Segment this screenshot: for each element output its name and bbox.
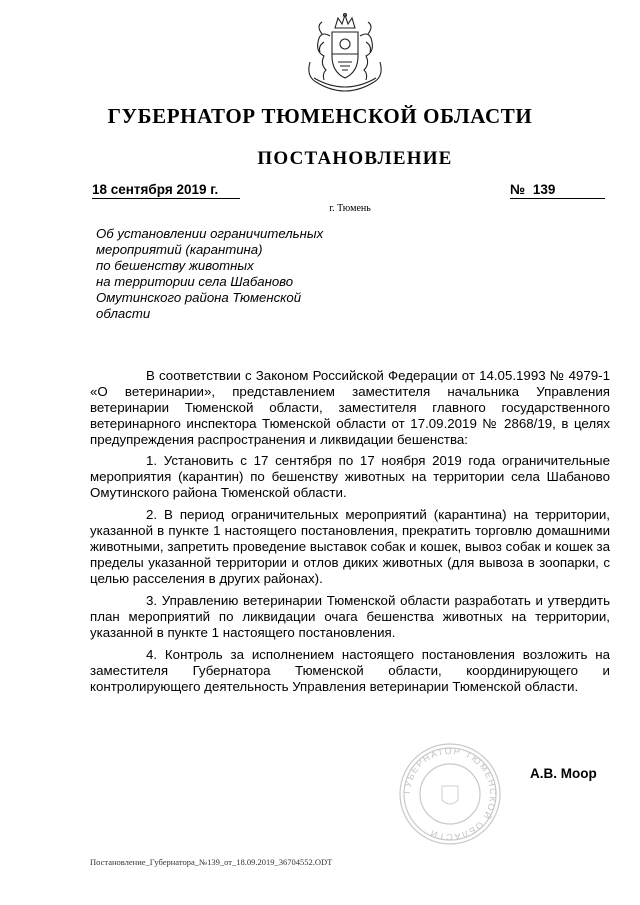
clause-2: 2. В период ограничительных мероприятий (карантина) на территории, указанной в пункте 1 настоящего постановления, прекратить торговлю домашними животными, запретить проведение выставок собак и кошек, вывоз собак и кошек за пределы указанной территории и отлов диких животных (для вывоза в зоопарки, с целью расселения в других районах). xyxy=(90,507,610,586)
preamble: В соответствии с Законом Российской Федерации от 14.05.1993 № 4979-1 «О ветеринарии», представлением заместителя начальника Управления ветеринарии Тюменской области, заместителя главного государственного ветеринарного инспектора Тюменской области от 17.09.2019 № 2868/19, в целях предупреждения распространения и ликвидации бешенства: xyxy=(90,368,610,447)
document-subject xyxy=(96,226,356,322)
number-value: 139 xyxy=(532,182,556,197)
subject-line: по бешенству животных xyxy=(96,258,254,273)
clause-3: 3. Управлению ветеринарии Тюменской области разработать и утвердить план мероприятий по ликвидации очага бешенства животных на территории, указанной в пункте 1 настоящего постановления. xyxy=(90,593,610,640)
subject-line: мероприятий (карантина) xyxy=(96,242,263,257)
subject-line: области xyxy=(96,306,151,321)
subject-line: на территории села Шабаново xyxy=(96,274,294,289)
svg-text:ГУБЕРНАТОР ТЮМЕНСКОЙ ОБЛАСТИ: ГУБЕРНАТОР ТЮМЕНСКОЙ ОБЛАСТИ xyxy=(401,745,499,843)
subject-line: Омутинского района Тюменской xyxy=(96,290,302,305)
subject-line: Об установлении ограничительных xyxy=(96,226,324,241)
document-date: 18 сентября 2019 г. xyxy=(92,182,240,199)
official-seal-stamp xyxy=(398,742,502,846)
tyumen-coat-of-arms-icon xyxy=(302,12,388,96)
clause-1: 1. Установить с 17 сентября по 17 ноября 2019 года ограничительные мероприятия (карантин) по бешенству животных на территории села Шабаново Омутинского района Тюменской области. xyxy=(90,453,610,500)
document-number xyxy=(510,182,605,199)
document-type: ПОСТАНОВЛЕНИЕ xyxy=(257,148,453,169)
signatory-name: А.В. Моор xyxy=(530,766,597,781)
authority-title: ГУБЕРНАТОР ТЮМЕНСКОЙ ОБЛАСТИ xyxy=(107,104,533,128)
clause-4: 4. Контроль за исполнением настоящего постановления возложить на заместителя Губернатора Тюменской области, координирующего и контролирующего деятельность Управления ветеринарии Тюменской области. xyxy=(90,647,610,694)
document-body xyxy=(90,368,610,699)
file-footer: Постановление_Губернатора_№139_от_18.09.2019_36704552.ODT xyxy=(90,857,333,867)
number-label: № xyxy=(510,182,526,197)
city: г. Тюмень xyxy=(329,203,371,214)
